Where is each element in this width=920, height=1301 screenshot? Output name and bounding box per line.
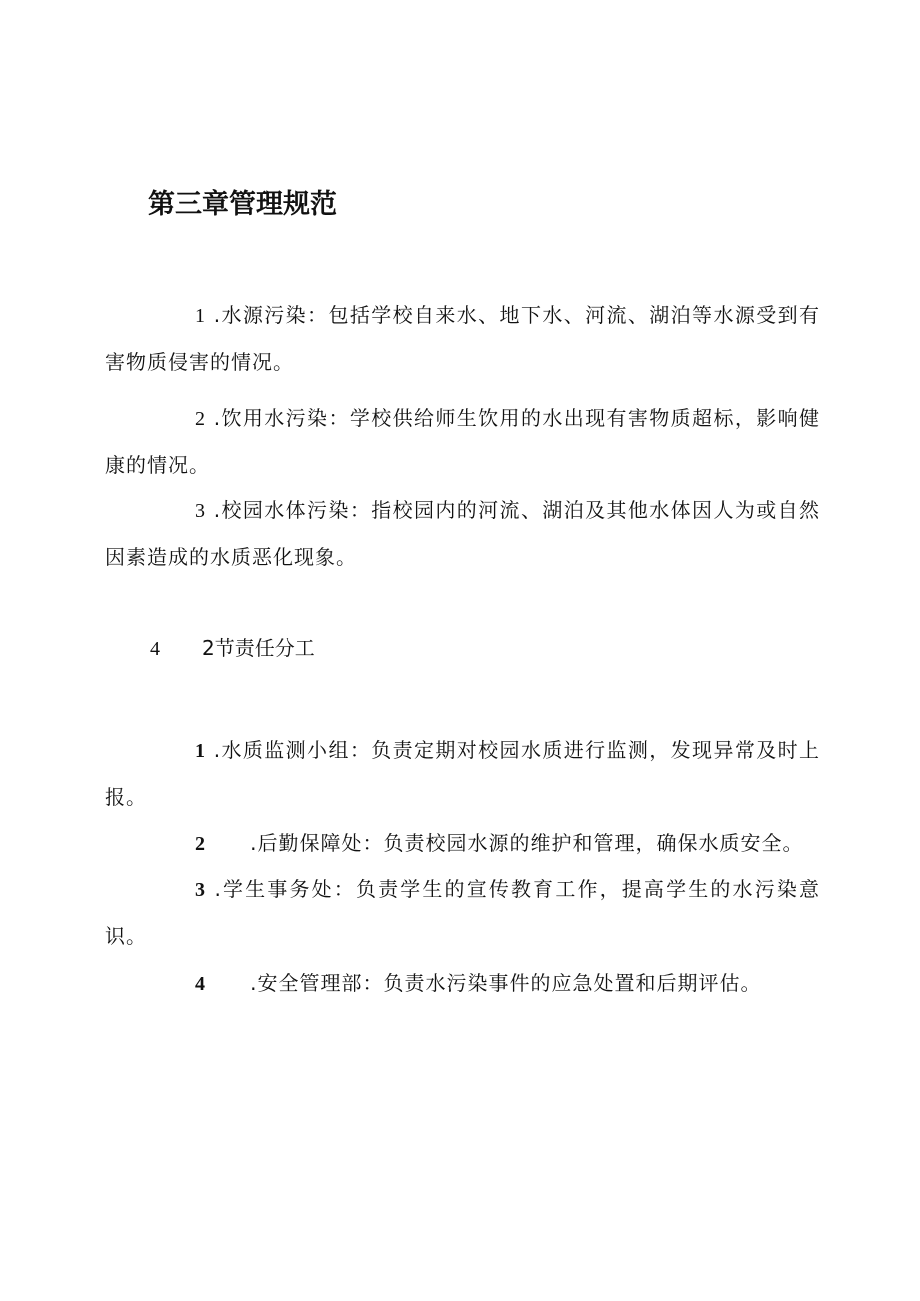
item-number: 3 [195,500,206,522]
definition-item [105,487,820,580]
item-number: 2 [195,833,206,855]
item-number: 3 [195,879,206,901]
definition-item [105,292,820,385]
item-number: 1 [195,740,206,762]
section-heading [150,632,315,665]
item-separator: . [206,738,222,762]
item-separator: . [206,498,222,522]
responsibility-item [105,960,820,1007]
item-text: 水源污染：包括学校自来水、地下水、河流、湖泊等水源受到有害物质侵害的情况。 [105,303,821,374]
item-text: 饮用水污染：学校供给师生饮用的水出现有害物质超标，影响健康的情况。 [105,406,821,477]
item-number: 2 [195,408,206,430]
item-number: 1 [195,305,206,327]
item-separator: . [206,877,222,901]
item-text: 安全管理部：负责水污染事件的应急处置和后期评估。 [257,971,762,995]
responsibility-item [105,727,820,820]
item-text: 学生事务处：负责学生的宣传教育工作，提高学生的水污染意识。 [105,877,821,948]
item-separator: . [206,831,258,855]
item-text: 后勤保障处：负责校园水源的维护和管理，确保水质安全。 [257,831,804,855]
item-text: 校园水体污染：指校园内的河流、湖泊及其他水体因人为或自然因素造成的水质恶化现象。 [105,498,821,569]
section-number: 4 [150,638,160,660]
chapter-title: 第三章管理规范 [148,189,337,220]
item-separator: . [206,406,222,430]
item-number: 4 [195,973,206,995]
item-separator: . [206,303,222,327]
responsibility-item [105,866,820,959]
item-separator: . [206,971,258,995]
responsibility-item [105,820,820,867]
section-title: 2节责任分工 [202,636,315,660]
definition-item [105,395,820,488]
item-text: 水质监测小组：负责定期对校园水质进行监测，发现异常及时上报。 [105,738,821,809]
